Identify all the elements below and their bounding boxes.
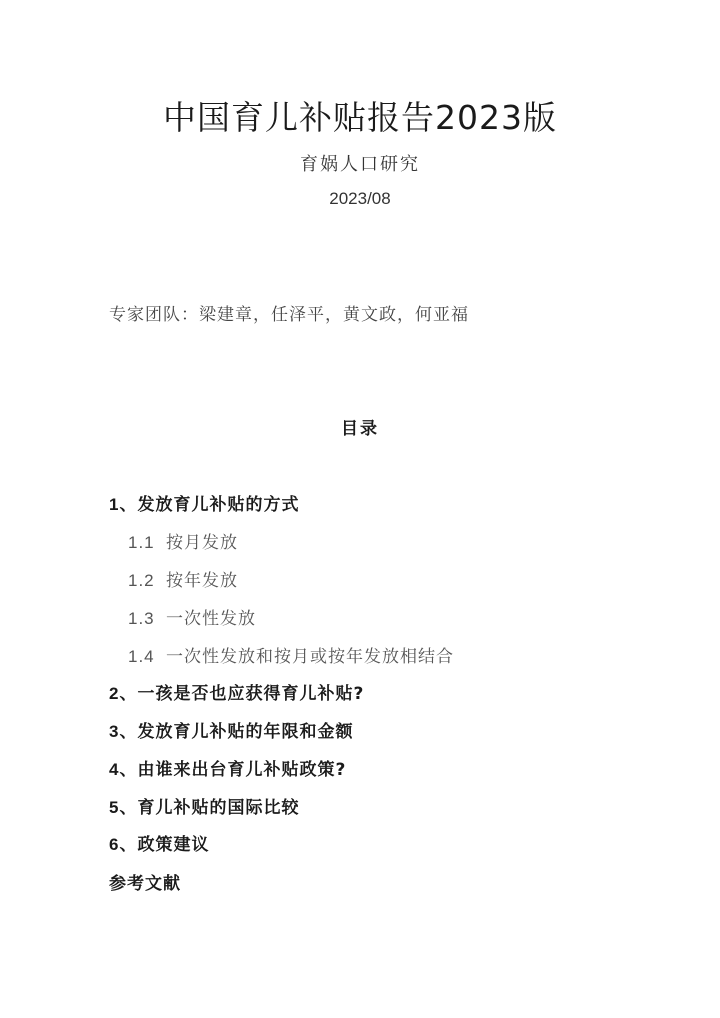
- toc-number: 6、: [109, 835, 138, 854]
- toc-item-5: [109, 793, 299, 818]
- toc-number: 1.1: [128, 533, 155, 552]
- toc-item-1-4: [128, 642, 454, 667]
- toc-label: 育儿补贴的国际比较: [137, 798, 300, 818]
- toc-item-3: [109, 717, 353, 742]
- toc-label: 发放育儿补贴的方式: [137, 495, 300, 515]
- toc-label: 一孩是否也应获得育儿补贴?: [137, 684, 365, 704]
- toc-number: 1.3: [128, 609, 155, 628]
- toc-number: 5、: [109, 798, 138, 817]
- toc-number: 4、: [109, 760, 138, 779]
- toc-number: 1.2: [128, 571, 155, 590]
- toc-label: 发放育儿补贴的年限和金额: [137, 722, 354, 742]
- toc-heading: 目录: [341, 419, 379, 439]
- toc-label: 由谁来出台育儿补贴政策?: [137, 760, 347, 780]
- toc-number: 3、: [109, 722, 138, 741]
- toc-item-references: [109, 869, 181, 894]
- toc-label: 一次性发放和按月或按年发放相结合: [166, 647, 454, 667]
- toc-item-6: [109, 830, 209, 855]
- organization-name: 育娲人口研究: [300, 154, 420, 175]
- toc-number: 1.4: [128, 647, 155, 666]
- toc-item-4: [109, 755, 346, 780]
- toc-item-1: [109, 490, 299, 515]
- toc-label: 政策建议: [137, 835, 210, 855]
- toc-label: 按月发放: [166, 533, 238, 553]
- expert-team: 专家团队：梁建章，任泽平，黄文政，何亚福: [109, 305, 469, 325]
- toc-label: 按年发放: [166, 571, 238, 591]
- toc-item-2: [109, 679, 364, 704]
- toc-item-1-2: [128, 566, 238, 591]
- toc-label: 参考文献: [109, 874, 181, 894]
- toc-number: 1、: [109, 495, 138, 514]
- report-title: 中国育儿补贴报告2023版: [163, 98, 557, 137]
- toc-item-1-3: [128, 604, 256, 629]
- toc-number: 2、: [109, 684, 138, 703]
- toc-item-1-1: [128, 528, 238, 553]
- toc-label: 一次性发放: [166, 609, 256, 629]
- report-date: 2023/08: [329, 189, 391, 208]
